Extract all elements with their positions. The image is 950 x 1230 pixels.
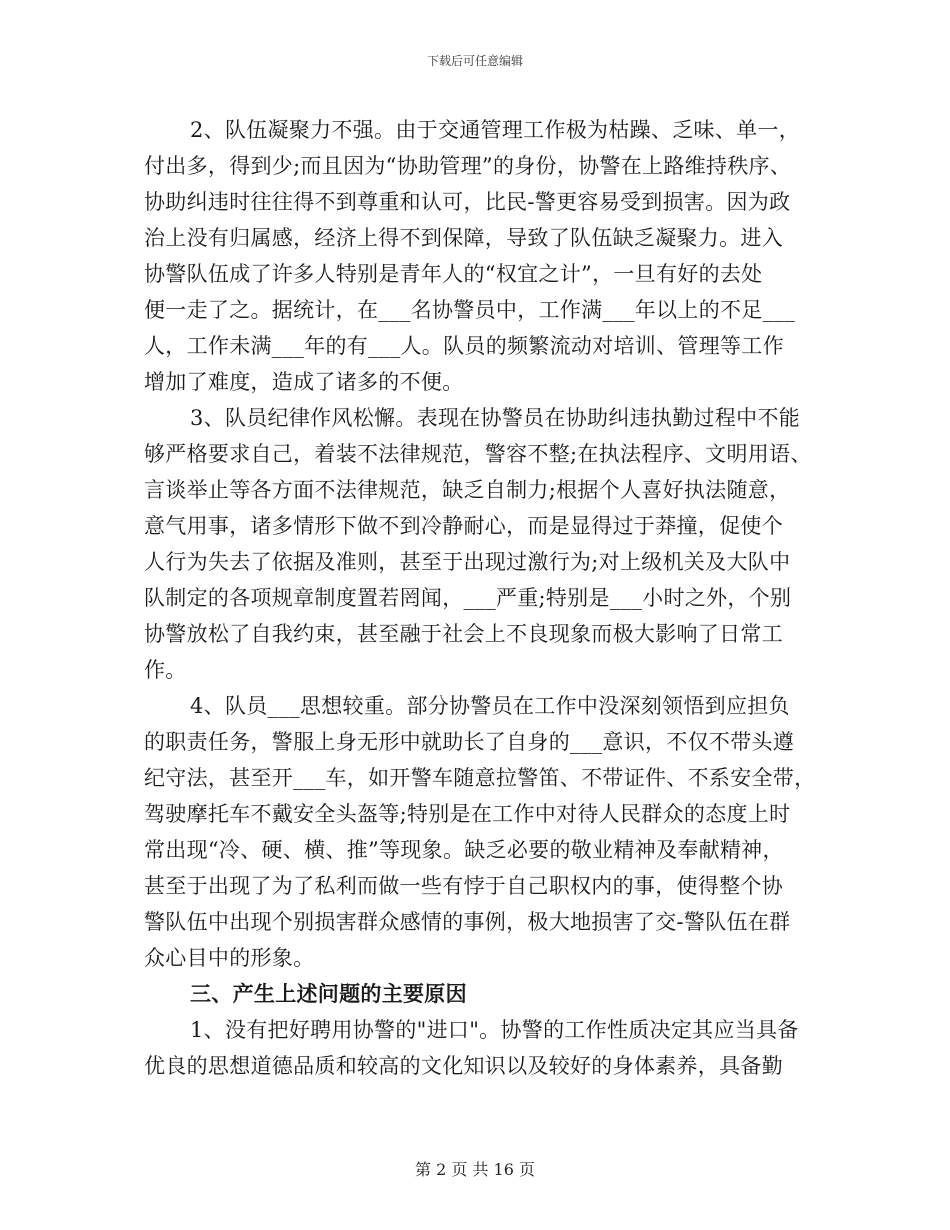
text-line: 意气用事，诸多情形下做不到冷静耐心，而是显得过于莽撞，促使个 <box>144 514 783 538</box>
text-line: 协助纠违时往往得不到尊重和认可，比民-警更容易受到损害。因为政 <box>144 190 791 214</box>
section-heading: 三、产生上述问题的主要原因 <box>190 981 467 1006</box>
text-line: 3、队员纪律作风松懈。表现在协警员在协助纠违执勤过程中不能 <box>190 406 801 430</box>
text-line: 警队伍中出现个别损害群众感情的事例，极大地损害了交-警队伍在群 <box>144 910 791 934</box>
text-line: 协警队伍成了许多人特别是青年人的“权宜之计”，一旦有好的去处 <box>144 262 763 286</box>
page-header: 下载后可任意编辑 <box>426 54 523 68</box>
text-line: 甚至于出现了为了私利而做一些有悖于自己职权内的事，使得整个协 <box>144 874 783 898</box>
page-footer: 第 2 页 共 16 页 <box>415 1160 535 1179</box>
text-line: 够严格要求自己，着装不法律规范，警容不整;在执法程序、文明用语、 <box>144 442 812 466</box>
text-line: 人行为失去了依据及准则，甚至于出现过激行为;对上级机关及大队中 <box>144 550 791 574</box>
text-line: 增加了难度，造成了诸多的不便。 <box>144 370 464 394</box>
text-line: 作。 <box>144 658 187 682</box>
text-line: 1、没有把好聘用协警的"进口"。协警的工作性质决定其应当具备 <box>190 1018 799 1042</box>
text-line: 优良的思想道德品质和较高的文化知识以及较好的身体素养，具备勤 <box>144 1054 783 1078</box>
text-line: 4、队员___思想较重。部分协警员在工作中没深刻领悟到应担负 <box>190 694 790 718</box>
text-line: 众心目中的形象。 <box>144 946 315 970</box>
text-line: 的职责任务，警服上身无形中就助长了自身的___意识，不仅不带头遵 <box>144 730 795 754</box>
text-line: 常出现“冷、硬、横、推”等现象。缺乏必要的敬业精神及奉献精神， <box>144 838 784 862</box>
text-line: 治上没有归属感，经济上得不到保障，导致了队伍缺乏凝聚力。进入 <box>144 226 783 250</box>
text-line: 协警放松了自我约束，甚至融于社会上不良现象而极大影响了日常工 <box>144 622 783 646</box>
text-line: 便一走了之。据统计，在___名协警员中，工作满___年以上的不足___ <box>144 298 795 322</box>
text-line: 驾驶摩托车不戴安全头盔等;特别是在工作中对待人民群众的态度上时 <box>144 802 791 826</box>
text-line: 队制定的各项规章制度置若罔闻，___严重;特别是___小时之外，个别 <box>144 586 792 610</box>
text-line: 付出多，得到少;而且因为“协助管理”的身份，协警在上路维持秩序、 <box>144 154 792 178</box>
text-line: 言谈举止等各方面不法律规范，缺乏自制力;根据个人喜好执法随意， <box>144 478 791 502</box>
text-line: 人，工作未满___年的有___人。队员的频繁流动对培训、管理等工作 <box>144 334 784 358</box>
text-line: 2、队伍凝聚力不强。由于交通管理工作极为枯躁、乏味、单一， <box>190 118 801 142</box>
text-line: 纪守法，甚至开___车，如开警车随意拉警笛、不带证件、不系安全带， <box>144 766 816 790</box>
